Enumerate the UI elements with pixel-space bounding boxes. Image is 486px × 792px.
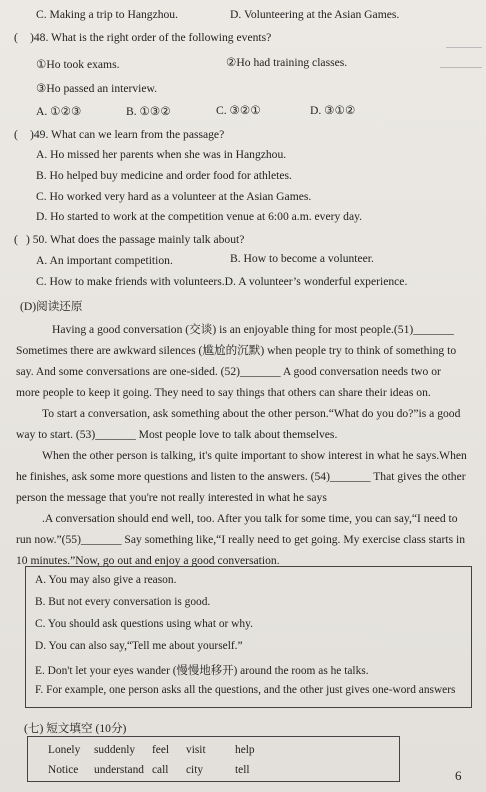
word: visit [186,744,206,756]
option-e: E. Don't let your eyes wander (慢慢地移开) around the room as he talks. [35,665,369,677]
q50-question: ) 50. What does the passage mainly talk about? [26,233,245,246]
word: Lonely [48,744,81,756]
q48-option-d: D. ③①② [310,104,356,117]
word-bank-box [27,736,400,782]
passage-line: Having a good conversation (交谈) is an enjoyable thing for most people.(51)_______ [52,323,454,336]
passage-line: 10 minutes.”Now, go out and enjoy a good conversation. [16,554,280,567]
passage-line: person the message that you're not really interested in what he says [16,491,327,504]
q49-question: )49. What can we learn from the passage? [30,128,225,141]
q49-option-a: A. Ho missed her parents when she was in Hangzhou. [36,148,287,161]
page-number: 6 [455,768,462,783]
q48-option-b: B. ①③② [126,105,171,118]
margin-line [440,67,482,68]
word: understand [94,764,144,776]
q49-paren: ( [14,128,18,141]
q48-event-1: ①Ho took exams. [36,58,120,71]
q48-paren: ( [14,31,18,44]
q49-option-d: D. Ho started to work at the competition venue at 6:00 a.m. every day. [36,210,363,223]
passage-line: To start a conversation, ask something about the other person.“What do you do?”is a good [42,407,461,420]
passage-line: When the other person is talking, it's quite important to show interest in what he says.When [42,449,467,462]
word: call [152,764,169,776]
option-c: C. You should ask questions using what or why. [35,618,253,630]
section-seven-heading: (七) 短文填空 (10分) [24,722,127,735]
q50-paren: ( [14,233,18,246]
q48-event-2: ②Ho had training classes. [226,56,348,69]
q50-option-b: B. How to become a volunteer. [230,252,374,265]
passage-line: say. And some conversations are one-sided. (52)_______ A good conversation needs two or [16,365,441,378]
margin-line [446,47,482,48]
passage-line: he finishes, ask some more questions and listen to the answers. (54)_______ That gives the other [16,470,466,483]
option-f: F. For example, one person asks all the questions, and the other just gives one-word answers [35,684,456,696]
passage-line: run now.”(55)_______ Say something like,“I really need to get going. My exercise class starts in [16,533,466,546]
word: suddenly [94,744,136,756]
word: tell [235,764,250,776]
q49-option-b: B. Ho helped buy medicine and order food for athletes. [36,169,292,182]
passage-line: Sometimes there are awkward silences (尴尬的沉默) when people try to think of something to [16,344,457,357]
options-box [25,566,472,708]
option-a: A. You may also give a reason. [35,574,177,586]
q48-option-c: C. ③②① [216,104,261,117]
word: city [186,764,204,776]
q48-event-3: ③Ho passed an interview. [36,82,158,95]
q50-option-cd: C. How to make friends with volunteers.D. A volunteer’s wonderful experience. [36,275,408,288]
option-d: D. You can also say,“Tell me about yourself.” [35,640,243,652]
passage-line: more people to keep it going. They need to say things that others can share their ideas on. [16,386,431,399]
word: Notice [48,764,79,776]
word: feel [152,744,170,756]
q47-option-d: D. Volunteering at the Asian Games. [230,8,400,21]
q49-option-c: C. Ho worked very hard as a volunteer at the Asian Games. [36,190,312,203]
passage-line: way to start. (53)_______ Most people love to talk about themselves. [16,428,338,441]
option-b: B. But not every conversation is good. [35,596,211,608]
q50-option-a: A. An important competition. [36,254,173,267]
q47-option-c: C. Making a trip to Hangzhou. [36,8,179,21]
passage-line: .A conversation should end well, too. After you talk for some time, you can say,“I need to [42,512,458,525]
section-d-heading: (D)阅读还原 [20,300,83,313]
q48-option-a: A. ①②③ [36,105,82,118]
q48-question: )48. What is the right order of the following events? [30,31,272,44]
word: help [235,744,255,756]
